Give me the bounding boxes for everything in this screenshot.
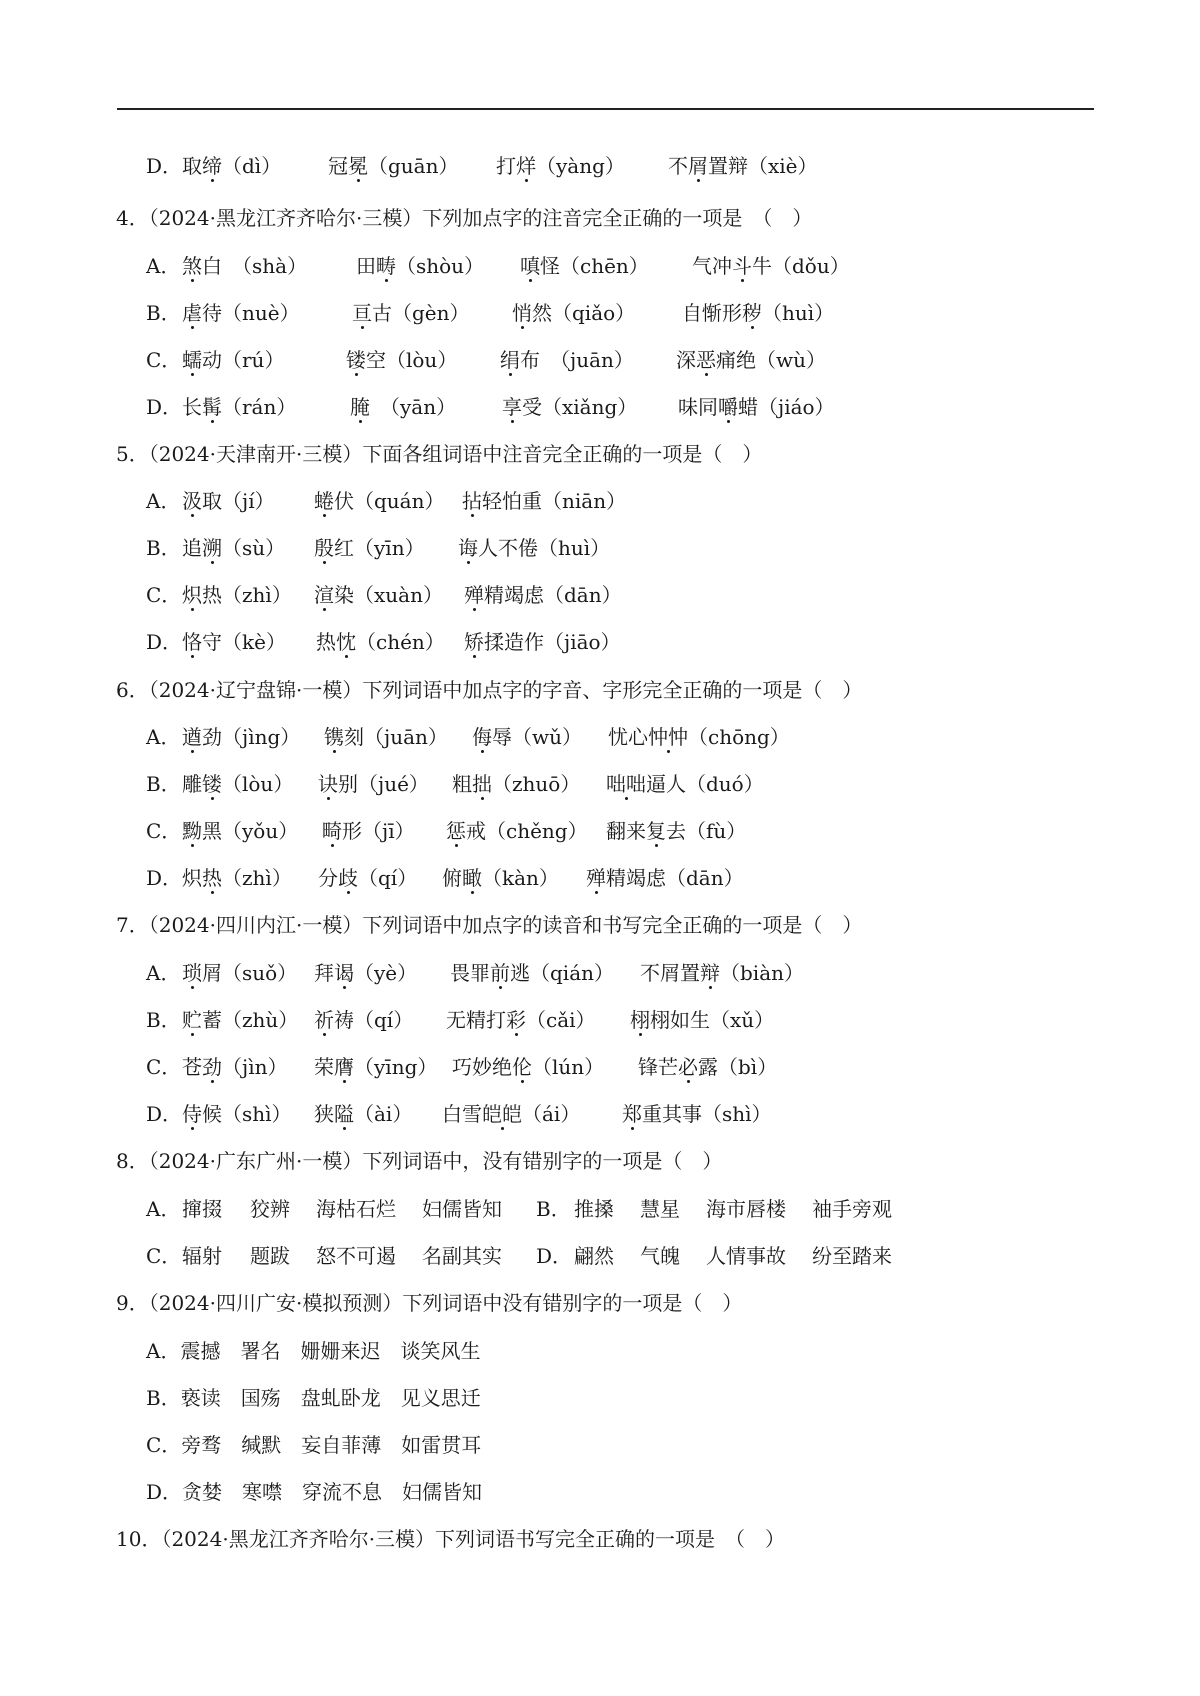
option-letter: D．: [146, 395, 183, 419]
term: 田畴（shòu）: [356, 246, 484, 286]
term: 热忱（chén）: [316, 622, 445, 662]
option-letter: D．: [146, 154, 183, 178]
option-letter: B．: [146, 301, 181, 325]
term: 畸形（jī）: [322, 811, 415, 851]
term: 诀别（jué）: [318, 764, 429, 804]
option-letter: C．: [146, 348, 182, 372]
term: 煞白 （shà）: [182, 246, 307, 286]
term: 蜷伏（quán）: [314, 481, 445, 521]
term: 侮辱（wǔ）: [472, 717, 582, 757]
term: 腌 （yān）: [350, 387, 456, 427]
term: 祈祷（qí）: [314, 1000, 413, 1040]
term: 咄咄逼人（duó）: [606, 764, 764, 804]
term: 苍劲（jìn）: [182, 1047, 287, 1087]
term: 殚精竭虑（dān）: [464, 575, 622, 615]
term: 黝黑（yǒu）: [182, 811, 298, 851]
term: 拈轻怕重（niān）: [462, 481, 626, 521]
term: 锋芒必露（bì）: [638, 1047, 777, 1087]
term: 翻来复去（fù）: [606, 811, 746, 851]
term: 气魄: [640, 1244, 680, 1268]
q9-stem: 9．（2024·四川广安·模拟预测）下列词语中没有错别字的一项是（ ）: [116, 1291, 743, 1315]
term: 慧星: [640, 1197, 680, 1221]
term: 遒劲（jìng）: [182, 717, 300, 757]
option-letter: C．: [146, 1244, 182, 1268]
term: 侍候（shì）: [182, 1094, 292, 1134]
q10-stem: 10．（2024·黑龙江齐齐哈尔·三模）下列词语书写完全正确的一项是 （ ）: [116, 1527, 786, 1551]
term: 妇儒皆知: [422, 1197, 502, 1221]
term: 镌刻（juān）: [324, 717, 448, 757]
option-letter: D．: [536, 1244, 573, 1268]
q9-option-c: C．旁骛 缄默 妄自菲薄 如雷贯耳: [146, 1433, 482, 1457]
term: 雕镂（lòu）: [182, 764, 293, 804]
option-letter: A．: [146, 254, 181, 278]
term: 琐屑（suǒ）: [182, 953, 297, 993]
term: 海市唇楼: [706, 1197, 786, 1221]
term: 自惭形秽（huì）: [682, 293, 834, 333]
option-letter: C．: [146, 819, 182, 843]
term: 殷红（yīn）: [314, 528, 425, 568]
q9-option-a: A．震撼 署名 姗姗来迟 谈笑风生: [146, 1339, 481, 1363]
term: 郑重其事（shì）: [622, 1094, 772, 1134]
term: 贮蓄（zhù）: [182, 1000, 298, 1040]
term: 忧心忡忡（chōng）: [608, 717, 790, 757]
option-letter: C．: [146, 1055, 182, 1079]
q6-stem: 6．（2024·辽宁盘锦·一模）下列词语中加点字的字音、字形完全正确的一项是（ ）: [116, 678, 863, 702]
term: 汲取（jí）: [182, 481, 275, 521]
term: 巧妙绝伦（lún）: [452, 1047, 604, 1087]
term: 翩然: [574, 1244, 614, 1268]
term: 题跋: [250, 1244, 290, 1268]
term: 蠕动（rú）: [182, 340, 284, 380]
term: 怒不可遏: [316, 1244, 396, 1268]
term: 推搡: [574, 1197, 614, 1221]
term: 荣膺（yīng）: [314, 1047, 437, 1087]
q9-option-d: D．贪婪 寒噤 穿流不息 妇儒皆知: [146, 1480, 483, 1504]
term: 恪守（kè）: [182, 622, 286, 662]
term: 气冲斗牛（dǒu）: [692, 246, 850, 286]
term: 狡辨: [250, 1197, 290, 1221]
term: 绢布 （juān）: [500, 340, 634, 380]
term: 栩栩如生（xǔ）: [630, 1000, 774, 1040]
term: 享受（xiǎng）: [502, 387, 637, 427]
option-letter: A．: [146, 489, 181, 513]
option-letter: D．: [146, 866, 183, 890]
q4-stem: 4．（2024·黑龙江齐齐哈尔·三模）下列加点字的注音完全正确的一项是 （ ）: [116, 206, 813, 230]
term: 殚精竭虑（dān）: [586, 858, 744, 898]
term: 畏罪前逃（qián）: [450, 953, 614, 993]
term: 矫揉造作（jiāo）: [464, 622, 621, 662]
term: 人情事故: [706, 1244, 786, 1268]
term: 诲人不倦（huì）: [458, 528, 610, 568]
term: 追溯（sù）: [182, 528, 285, 568]
term: 白雪皑皑（ái）: [442, 1094, 580, 1134]
term: 海枯石烂: [316, 1197, 396, 1221]
term: 打烊（yàng）: [496, 146, 625, 186]
term: 粗拙（zhuō）: [452, 764, 580, 804]
term: 虐待（nuè）: [182, 293, 300, 333]
term: 无精打彩（cǎi）: [446, 1000, 596, 1040]
option-letter: B．: [146, 772, 181, 796]
option-letter: A．: [146, 1197, 181, 1221]
term: 纷至踏来: [812, 1244, 892, 1268]
term: 袖手旁观: [812, 1197, 892, 1221]
q7-stem: 7．（2024·四川内江·一模）下列词语中加点字的读音和书写完全正确的一项是（ ）: [116, 913, 863, 937]
option-letter: D．: [146, 1102, 183, 1126]
term: 长髯（rán）: [182, 387, 296, 427]
term: 不屑置辩（xiè）: [668, 146, 818, 186]
term: 狭隘（ài）: [314, 1094, 412, 1134]
option-letter: A．: [146, 961, 181, 985]
q8-stem: 8．（2024·广东广州·一模）下列词语中，没有错别字的一项是（ ）: [116, 1149, 723, 1173]
option-letter: B．: [146, 536, 181, 560]
term: 不屑置辩（biàn）: [640, 953, 804, 993]
term: 亘古（gèn）: [352, 293, 470, 333]
term: 取缔（dì）: [182, 146, 281, 186]
term: 炽热（zhì）: [182, 858, 292, 898]
term: 悄然（qiǎo）: [512, 293, 635, 333]
header-rule: [117, 108, 1094, 110]
term: 冠冕（guān）: [328, 146, 459, 186]
term: 嗔怪（chēn）: [520, 246, 649, 286]
option-letter: C．: [146, 583, 182, 607]
option-letter: B．: [536, 1197, 571, 1221]
term: 名副其实: [422, 1244, 502, 1268]
term: 撺掇: [182, 1197, 222, 1221]
term: 拜谒（yè）: [314, 953, 417, 993]
option-letter: B．: [146, 1008, 181, 1032]
term: 味同嚼蜡（jiáo）: [678, 387, 835, 427]
term: 俯瞰（kàn）: [442, 858, 559, 898]
term: 炽热（zhì）: [182, 575, 292, 615]
term: 惩戒（chěng）: [446, 811, 588, 851]
term: 辐射: [182, 1244, 222, 1268]
option-letter: A．: [146, 725, 181, 749]
term: 镂空（lòu）: [346, 340, 457, 380]
option-letter: D．: [146, 630, 183, 654]
term: 渲染（xuàn）: [314, 575, 443, 615]
q9-option-b: B．亵读 国殇 盘虬卧龙 见义思迁: [146, 1386, 481, 1410]
term: 分歧（qí）: [318, 858, 417, 898]
term: 深恶痛绝（wù）: [676, 340, 826, 380]
q5-stem: 5．（2024·天津南开·三模）下面各组词语中注音完全正确的一项是（ ）: [116, 442, 763, 466]
